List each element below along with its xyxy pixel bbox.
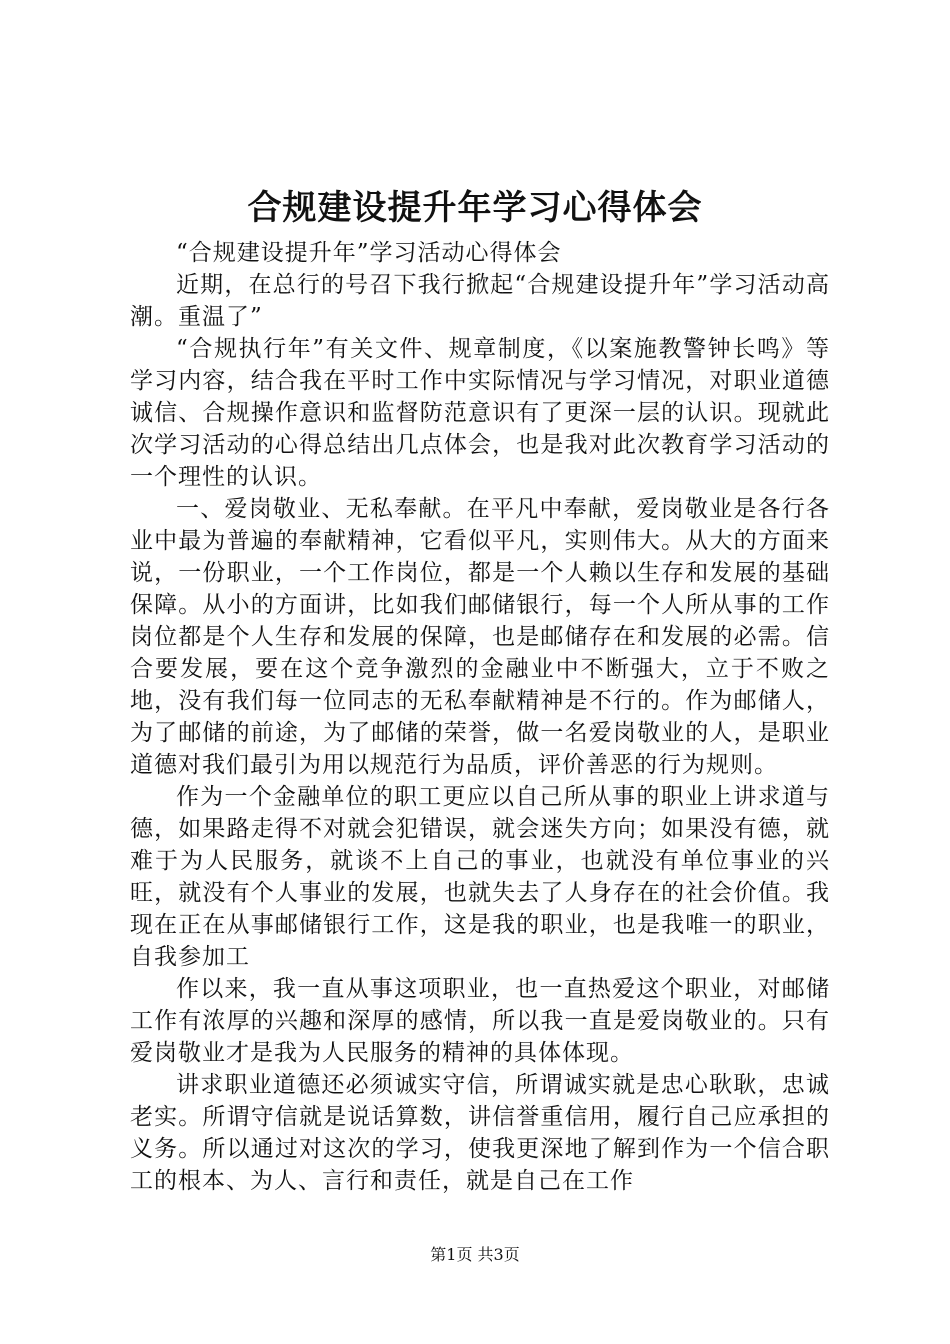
paragraph-context: “合规执行年”有关文件、规章制度，《以案施教警钟长鸣》等学习内容，结合我在平时工作中实际情况与学习情况，对职业道德诚信、合规操作意识和监督防范意识有了更深一层的认识。现就此次学习活动的心得总结出几点体会，也是我对此次教育学习活动的一个理性的认识。 bbox=[130, 336, 830, 490]
paragraph-career: 作以来，我一直从事这项职业，也一直热爱这个职业，对邮储工作有浓厚的兴趣和深厚的感情，所以我一直是爱岗敬业的。只有爱岗敬业才是我为人民服务的精神的具体体现。 bbox=[130, 976, 830, 1066]
document-body bbox=[130, 237, 830, 1197]
document-title: 合规建设提升年学习心得体会 bbox=[247, 188, 703, 228]
paragraph-intro: 近期，在总行的号召下我行掀起“合规建设提升年”学习活动高潮。重温了” bbox=[130, 272, 830, 330]
paragraph-point-one: 一、爱岗敬业、无私奉献。在平凡中奉献，爱岗敬业是各行各业中最为普遍的奉献精神，它看似平凡，实则伟大。从大的方面来说，一份职业，一个工作岗位，都是一个人赖以生存和发展的基础保障。从小的方面讲，比如我们邮储银行，每一个人所从事的工作岗位都是个人生存和发展的保障，也是邮储存在和发展的必需。信合要发展，要在这个竞争激烈的金融业中不断强大，立于不败之地，没有我们每一位同志的无私奉献精神是不行的。作为邮储人，为了邮储的前途，为了邮储的荣誉，做一名爱岗敬业的人，是职业道德对我们最引为用以规范行为品质，评价善恶的行为规则。 bbox=[130, 496, 830, 778]
page-number-footer: 第1页 共3页 bbox=[430, 1245, 520, 1264]
paragraph-ethics: 作为一个金融单位的职工更应以自己所从事的职业上讲求道与德，如果路走得不对就会犯错误，就会迷失方向；如果没有德，就难于为人民服务，就谈不上自己的事业，也就没有单位事业的兴旺，就没有个人事业的发展，也就失去了人身存在的社会价值。我现在正在从事邮储银行工作，这是我的职业，也是我唯一的职业，自我参加工 bbox=[130, 784, 830, 970]
paragraph-integrity: 讲求职业道德还必须诚实守信，所谓诚实就是忠心耿耿，忠诚老实。所谓守信就是说话算数，讲信誉重信用，履行自己应承担的义务。所以通过对这次的学习，使我更深地了解到作为一个信合职工的根本、为人、言行和责任，就是自己在工作 bbox=[130, 1072, 830, 1194]
paragraph-subtitle: “合规建设提升年”学习活动心得体会 bbox=[176, 240, 562, 266]
